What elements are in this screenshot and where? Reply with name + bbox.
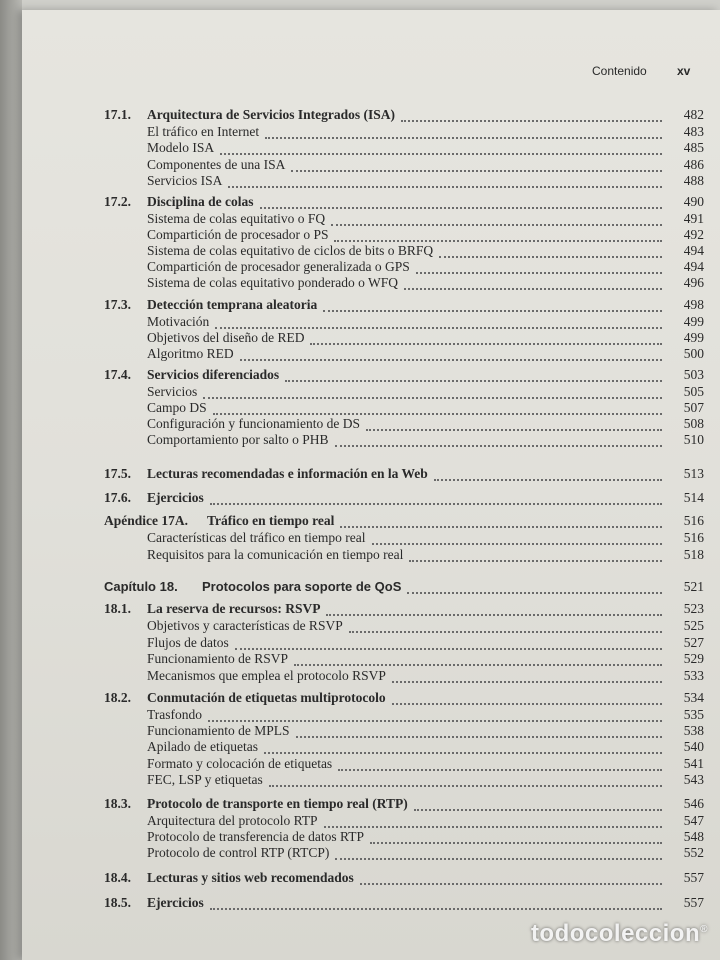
toc-page-number: 503 [683,367,704,382]
book-spine-shadow [0,0,22,960]
toc-page-number: 518 [683,547,704,562]
toc-page-number: 557 [683,870,704,885]
toc-section-entry [22,689,720,706]
toc-page-number: 546 [683,796,704,811]
toc-page-number: 533 [683,668,704,683]
toc-page-number: 499 [683,330,704,345]
toc-entry-title: Requisitos para la comunicación en tiempo real [147,547,404,562]
registered-mark: ® [700,924,708,935]
toc-subentry [22,667,720,684]
dot-leader [407,580,662,594]
toc-page-number: 525 [683,618,704,633]
toc-entry-title: Algoritmo RED [147,346,234,361]
toc-subentry [22,738,720,755]
toc-entry-number: 18.1. [104,601,131,616]
toc-entry-title: Componentes de una ISA [147,157,286,172]
toc-entry-title: Arquitectura del protocolo RTP [147,813,318,828]
toc-subentry [22,755,720,772]
toc-entry-title: Servicios diferenciados [147,367,280,382]
dot-leader [264,740,662,754]
toc-entry-title: Trasfondo [147,707,203,722]
toc-entry-title: Conmutación de etiquetas multiprotocolo [147,690,386,705]
dot-leader [334,228,662,242]
dot-leader [269,773,662,787]
toc-page-number: 510 [683,432,704,447]
toc-entry-title: Flujos de datos [147,635,229,650]
toc-subentry [22,313,720,330]
dot-leader [366,417,662,431]
toc-entry-title: Comportamiento por salto o PHB [147,432,329,447]
toc-subentry [22,226,720,243]
toc-page-number: 540 [683,739,704,754]
toc-entry-title: Apilado de etiquetas [147,739,258,754]
toc-page-number: 483 [683,124,704,139]
toc-entry-title: Objetivos y características de RSVP [147,618,343,633]
toc-page-number: 499 [683,314,704,329]
toc-entry-title: Funcionamiento de RSVP [147,651,288,666]
toc-page-number: 485 [683,140,704,155]
toc-subentry [22,139,720,156]
toc-page-number: 557 [683,895,704,910]
toc-subentry [22,258,720,275]
toc-page-number: 535 [683,707,704,722]
toc-entry-title: Configuración y funcionamiento de DS [147,416,360,431]
dot-leader [331,212,662,226]
toc-page-number: 507 [683,400,704,415]
toc-subentry [22,210,720,227]
toc-page-number: 508 [683,416,704,431]
dot-leader [370,830,662,844]
dot-leader [213,401,662,415]
toc-page-number: 547 [683,813,704,828]
toc-section-entry [22,600,720,617]
toc-page-number: 521 [683,579,704,594]
dot-leader [434,467,662,481]
toc-entry-title: Protocolos para soporte de QoS [202,579,402,594]
running-head-title: Contenido [592,64,647,78]
toc-entry-title: Lecturas recomendadas e información en la Web [147,466,428,481]
toc-subentry [22,706,720,723]
dot-leader [349,619,662,633]
toc-page-number: 491 [683,211,704,226]
dot-leader [228,174,662,188]
dot-leader [310,331,662,345]
toc-entry-title: Modelo ISA [147,140,215,155]
toc-entry-number: 18.4. [104,870,131,885]
toc-entry-title: Compartición de procesador o PS [147,227,329,242]
toc-subentry [22,546,720,563]
book-page [22,10,720,960]
toc-page-number: 516 [683,530,704,545]
toc-entry-number: 18.3. [104,796,131,811]
toc-section-entry [22,296,720,313]
toc-entry-title: Compartición de procesador generalizada o GPS [147,259,410,274]
toc-entry-title: Detección temprana aleatoria [147,297,318,312]
toc-page-number: 552 [683,845,704,860]
toc-subentry [22,123,720,140]
toc-entry-title: Lecturas y sitios web recomendados [147,870,354,885]
toc-entry-title: Campo DS [147,400,207,415]
toc-page-number: 505 [683,384,704,399]
dot-leader [324,814,662,828]
toc-entry-number: 17.3. [104,297,131,312]
toc-entry-number: 17.6. [104,490,131,505]
toc-subentry [22,812,720,829]
toc-entry-title: Protocolo de transporte en tiempo real (RTP) [147,796,408,811]
toc-subentry [22,650,720,667]
toc-subentry [22,172,720,189]
dot-leader [401,108,662,122]
toc-page-number: 514 [683,490,704,505]
toc-section-entry [22,106,720,123]
toc-page-number: 527 [683,635,704,650]
toc-subentry [22,844,720,861]
toc-subentry [22,274,720,291]
toc-page-number: 496 [683,275,704,290]
dot-leader [338,757,662,771]
toc-subentry [22,431,720,448]
dot-leader [372,531,662,545]
toc-entry-title: Ejercicios [147,895,204,910]
toc-section-entry [22,489,720,506]
dot-leader [335,846,662,860]
dot-leader [416,260,662,274]
toc-entry-number: 18.5. [104,895,131,910]
toc-entry-number: 17.1. [104,107,131,122]
toc-page-number: 494 [683,243,704,258]
toc-entry-title: Servicios [147,384,198,399]
dot-leader [265,125,662,139]
dot-leader [235,636,662,650]
toc-page-number: 548 [683,829,704,844]
toc-page-number: 541 [683,756,704,771]
toc-entry-title: Protocolo de control RTP (RTCP) [147,845,330,860]
dot-leader [335,433,663,447]
toc-page-number: 543 [683,772,704,787]
dot-leader [208,708,662,722]
toc-page-number: 513 [683,466,704,481]
toc-section-entry [22,795,720,812]
toc-page-number: 538 [683,723,704,738]
toc-entry-number: 17.4. [104,367,131,382]
toc-page-number: 486 [683,157,704,172]
dot-leader [203,385,662,399]
toc-subentry [22,771,720,788]
toc-entry-title: El tráfico en Internet [147,124,260,139]
dot-leader [296,724,663,738]
toc-section-entry [22,366,720,383]
watermark-text: todocoleccion [530,920,701,947]
dot-leader [392,669,662,683]
toc-page-number: 523 [683,601,704,616]
toc-page-number: 500 [683,346,704,361]
toc-entry-title: Disciplina de colas [147,194,254,209]
dot-leader [220,141,662,155]
toc-section-entry [22,512,720,529]
toc-entry-title: La reserva de recursos: RSVP [147,601,321,616]
dot-leader [439,244,662,258]
toc-page-number: 498 [683,297,704,312]
dot-leader [285,368,662,382]
toc-subentry [22,828,720,845]
toc-subentry [22,329,720,346]
dot-leader [340,514,662,528]
toc-entry-number: Apéndice 17A. [104,513,188,528]
toc-subentry [22,242,720,259]
running-head-page-number: xv [677,64,691,78]
toc-section-entry [22,193,720,210]
dot-leader [210,896,662,910]
toc-subentry [22,722,720,739]
toc-entry-title: Sistema de colas equitativo o FQ [147,211,326,226]
toc-page-number: 492 [683,227,704,242]
toc-subentry [22,415,720,432]
toc-subentry [22,345,720,362]
toc-entry-title: Arquitectura de Servicios Integrados (ISA) [147,107,395,122]
toc-entry-title: Tráfico en tiempo real [207,513,335,528]
toc-entry-number: 18.2. [104,690,131,705]
toc-entry-number: Capítulo 18. [104,579,178,594]
dot-leader [326,602,662,616]
toc-subentry [22,617,720,634]
toc-entry-title: Características del tráfico en tiempo real [147,530,366,545]
toc-section-entry [22,894,720,911]
toc-entry-title: Funcionamiento de MPLS [147,723,290,738]
dot-leader [215,315,662,329]
dot-leader [260,195,662,209]
dot-leader [409,548,662,562]
toc-entry-title: Motivación [147,314,210,329]
watermark-logo [531,920,708,948]
toc-section-entry [22,869,720,886]
toc-page-number: 534 [683,690,704,705]
toc-entry-title: FEC, LSP y etiquetas [147,772,263,787]
toc-page-number: 494 [683,259,704,274]
toc-entry-title: Ejercicios [147,490,204,505]
toc-entry-title: Sistema de colas equitativo ponderado o WFQ [147,275,398,290]
dot-leader [291,158,662,172]
toc-page-number: 490 [683,194,704,209]
toc-section-entry [22,465,720,482]
toc-page-number: 516 [683,513,704,528]
dot-leader [414,797,662,811]
dot-leader [404,276,662,290]
toc-subentry [22,634,720,651]
toc-entry-title: Sistema de colas equitativo de ciclos de bits o BRFQ [147,243,434,258]
toc-entry-number: 17.2. [104,194,131,209]
dot-leader [240,347,662,361]
toc-page-number: 488 [683,173,704,188]
toc-entry-title: Protocolo de transferencia de datos RTP [147,829,365,844]
toc-entry-title: Servicios ISA [147,173,223,188]
toc-entry-title: Formato y colocación de etiquetas [147,756,333,771]
dot-leader [294,652,662,666]
toc-page-number: 482 [683,107,704,122]
dot-leader [323,298,662,312]
toc-entry-number: 17.5. [104,466,131,481]
toc-page-number: 529 [683,651,704,666]
toc-subentry [22,529,720,546]
toc-subentry [22,156,720,173]
dot-leader [392,691,662,705]
dot-leader [360,871,662,885]
toc-subentry [22,383,720,400]
toc-subentry [22,399,720,416]
dot-leader [210,491,662,505]
toc-chapter-entry [22,578,720,595]
toc-entry-title: Mecanismos que emplea el protocolo RSVP [147,668,386,683]
toc-entry-title: Objetivos del diseño de RED [147,330,305,345]
